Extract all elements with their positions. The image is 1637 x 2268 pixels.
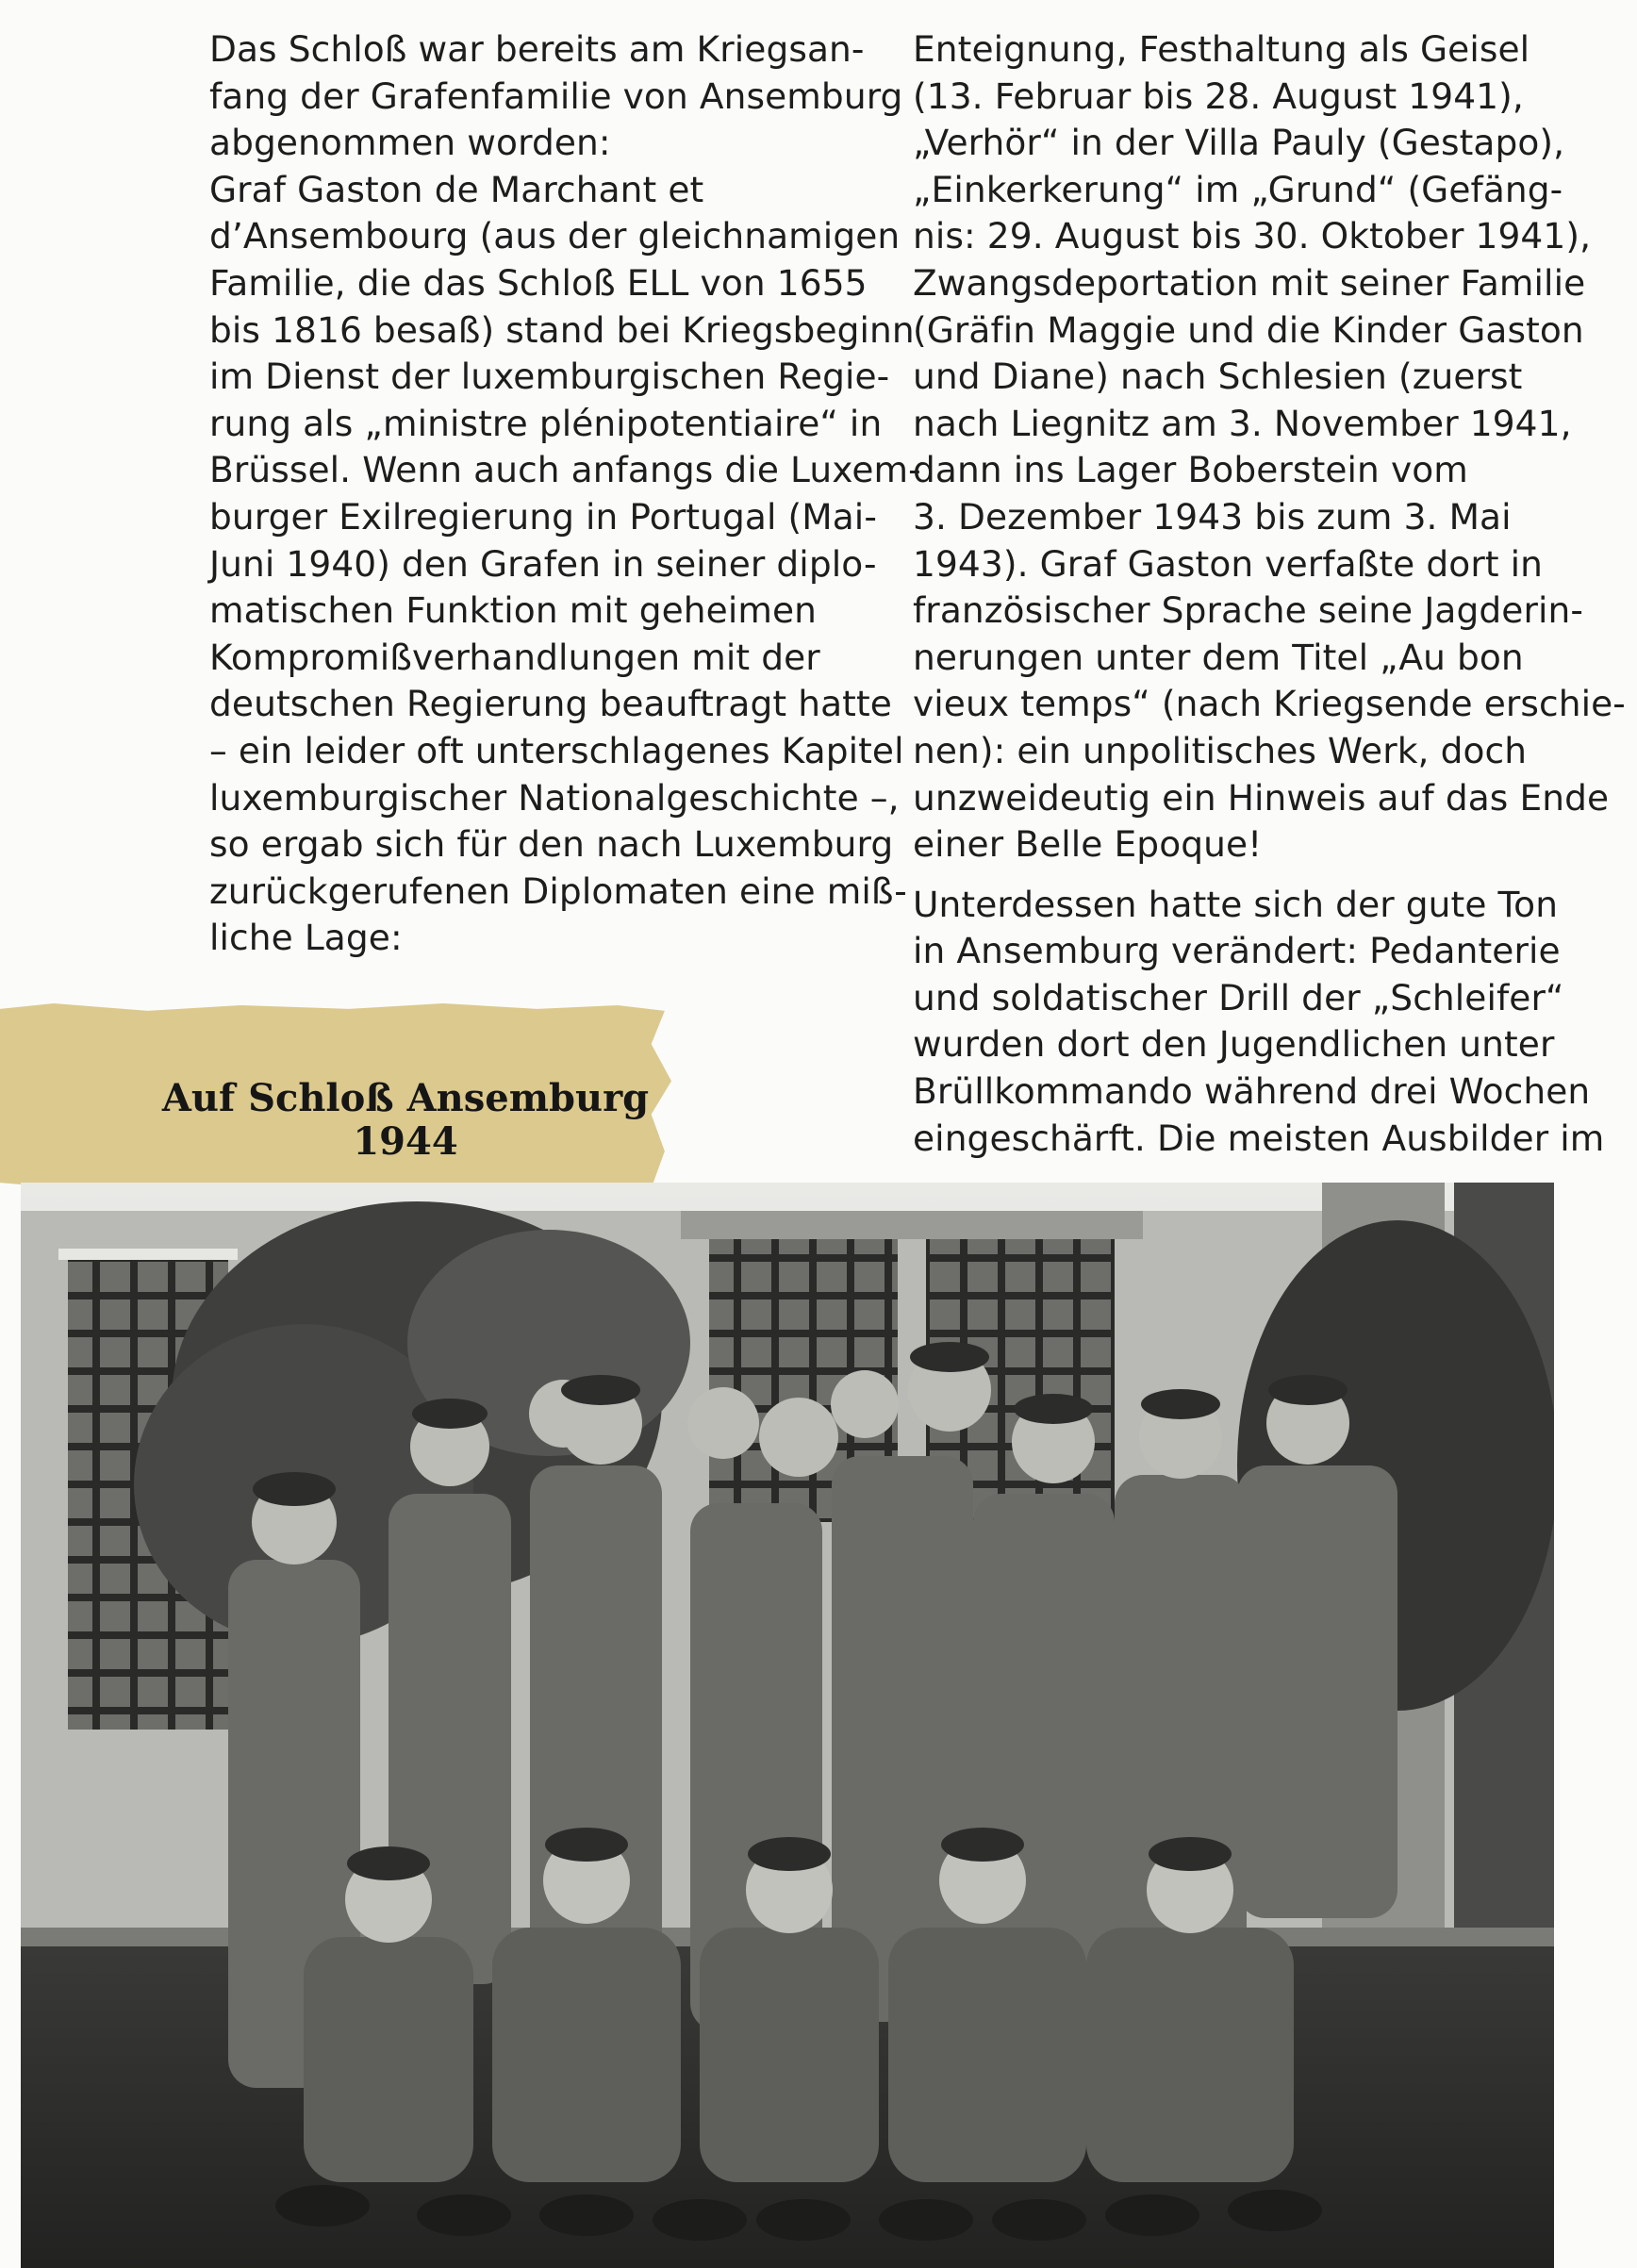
text-line: dann ins Lager Boberstein vom <box>913 449 1468 491</box>
caption-title: Auf Schloß Ansemburg <box>161 1076 650 1120</box>
text-line: im Dienst der luxemburgischen Regie- <box>209 356 890 398</box>
text-line: unzweideutig ein Hinweis auf das Ende <box>913 776 1610 819</box>
text-line: vieux temps“ (nach Kriegsende erschie- <box>913 683 1626 725</box>
text-line: matischen Funktion mit geheimen <box>209 589 818 632</box>
text-line: Unterdessen hatte sich der gute Ton <box>913 883 1559 925</box>
text-line: Das Schloß war bereits am Kriegsan- <box>209 28 865 70</box>
text-line: rung als „ministre plénipotentiaire“ in <box>209 402 883 444</box>
text-line: Zwangsdeportation mit seiner Familie <box>913 261 1586 304</box>
text-line: deutschen Regierung beauftragt hatte <box>209 683 892 725</box>
text-line: wurden dort den Jugendlichen unter <box>913 1023 1555 1066</box>
text-line: (Gräfin Maggie und die Kinder Gaston <box>913 308 1584 351</box>
text-line: Enteignung, Festhaltung als Geisel <box>913 28 1530 70</box>
text-line: in Ansemburg verändert: Pedanterie <box>913 930 1561 972</box>
text-line: d’Ansembourg (aus der gleichnamigen <box>209 215 901 257</box>
text-line: abgenommen worden: <box>209 122 611 164</box>
caption-year: 1944 <box>353 1119 458 1164</box>
text-line: nis: 29. August bis 30. Oktober 1941), <box>913 215 1592 257</box>
text-line: einer Belle Epoque! <box>913 823 1263 866</box>
text-line: luxemburgischer Nationalgeschichte –, <box>209 776 900 819</box>
text-line: Brüllkommando während drei Wochen <box>913 1070 1591 1113</box>
text-line: so ergab sich für den nach Luxemburg <box>209 823 894 866</box>
text-line: bis 1816 besaß) stand bei Kriegsbeginn <box>209 308 915 351</box>
text-line: Familie, die das Schloß ELL von 1655 <box>209 261 868 304</box>
text-line: liche Lage: <box>209 917 403 959</box>
photo-caption <box>160 1077 651 1164</box>
text-line: Kompromißverhandlungen mit der <box>209 636 820 678</box>
text-line: (13. Februar bis 28. August 1941), <box>913 74 1524 117</box>
text-line: französischer Sprache seine Jagderin- <box>913 589 1583 632</box>
text-line: nach Liegnitz am 3. November 1941, <box>913 402 1572 444</box>
text-line: burger Exilregierung in Portugal (Mai- <box>209 495 877 538</box>
text-line: und Diane) nach Schlesien (zuerst <box>913 356 1523 398</box>
right-text-column <box>913 26 1626 1162</box>
group-photograph <box>21 1183 1554 2268</box>
left-text-column <box>209 26 921 962</box>
text-line: und soldatischer Drill der „Schleifer“ <box>913 976 1564 1018</box>
group-photo-illustration <box>21 1183 1554 2268</box>
text-line: Juni 1940) den Grafen in seiner diplo- <box>209 542 877 585</box>
text-line: zurückgerufenen Diplomaten eine miß- <box>209 869 907 912</box>
text-line: Brüssel. Wenn auch anfangs die Luxem- <box>209 449 921 491</box>
text-line: „Einkerkerung“ im „Grund“ (Gefäng- <box>913 168 1563 210</box>
text-line: fang der Grafenfamilie von Ansemburg <box>209 74 903 117</box>
text-line: 1943). Graf Gaston verfaßte dort in <box>913 542 1544 585</box>
text-line: 3. Dezember 1943 bis zum 3. Mai <box>913 495 1512 538</box>
paragraph-gap <box>913 869 1573 882</box>
text-line: – ein leider oft unterschlagenes Kapitel <box>209 729 904 771</box>
text-line: „Verhör“ in der Villa Pauly (Gestapo), <box>913 122 1565 164</box>
text-line: Graf Gaston de Marchant et <box>209 168 704 210</box>
text-line: eingeschärft. Die meisten Ausbilder im <box>913 1117 1605 1159</box>
text-line: nerungen unter dem Titel „Au bon <box>913 636 1524 678</box>
text-line: nen): ein unpolitisches Werk, doch <box>913 729 1528 771</box>
